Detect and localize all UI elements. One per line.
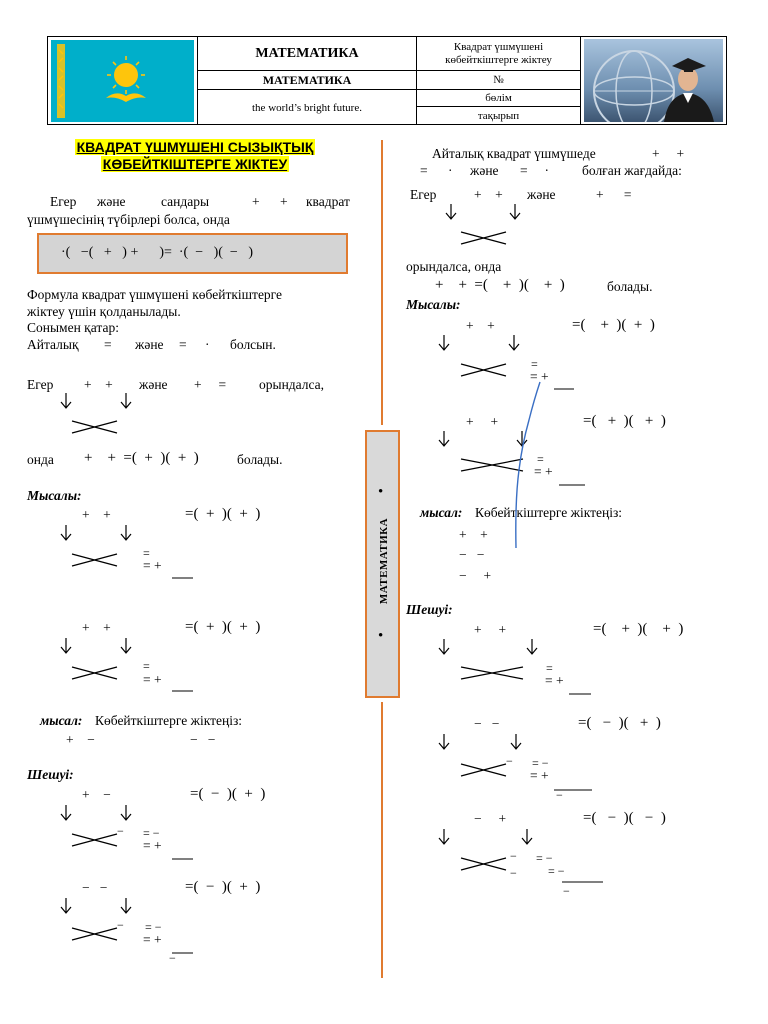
arrow-down-icon bbox=[61, 898, 71, 913]
arrow-down-icon bbox=[509, 335, 519, 350]
r2-eq: = bbox=[420, 163, 428, 178]
r2-jane: және bbox=[470, 163, 499, 178]
rs2-minus: − bbox=[506, 754, 513, 768]
left-task-label: мысал: bbox=[40, 713, 83, 728]
r3-egar: Егер bbox=[410, 187, 437, 202]
s2-eq2: = + bbox=[143, 932, 162, 947]
e1-eq2: = + bbox=[530, 369, 549, 384]
intro-kvadrat: квадрат bbox=[306, 194, 350, 209]
cross-mark-icon bbox=[461, 364, 506, 376]
s1-ops: + − bbox=[82, 787, 111, 802]
left-title-line2: КӨБЕЙТКІШТЕРГЕ ЖІКТЕУ bbox=[102, 156, 288, 172]
ex1-ops: + + bbox=[82, 507, 111, 522]
para-let-a: Айталық bbox=[27, 337, 79, 352]
if-ops: + + bbox=[84, 377, 113, 392]
formula-text: ·( −( + ) + )= ·( − )( − ) bbox=[61, 245, 253, 260]
cross-mark-icon bbox=[72, 667, 117, 679]
pen-stroke-mark bbox=[516, 382, 540, 548]
rs2-eq2: = + bbox=[530, 768, 549, 783]
e2-eq1: = bbox=[537, 452, 544, 466]
intro-egar: Егер bbox=[50, 194, 77, 209]
right-task-label: мысал: bbox=[420, 505, 463, 520]
arrow-down-icon bbox=[510, 204, 520, 219]
left-task-ops1: + − bbox=[66, 732, 95, 747]
r2-ops: = · bbox=[520, 163, 549, 178]
right-task-ops2: − − bbox=[459, 547, 485, 562]
para-formula-2: жіктеу үшін қолданылады. bbox=[27, 304, 181, 319]
intro-plus1: + bbox=[252, 194, 260, 209]
cross-mark-icon bbox=[72, 928, 117, 940]
side-tab-label: МАТЕМАТИКА bbox=[378, 517, 390, 605]
arrow-down-icon bbox=[121, 898, 131, 913]
arrow-down-icon bbox=[121, 638, 131, 653]
s1-eq2: = + bbox=[143, 838, 162, 853]
ex1-eq2: = + bbox=[143, 558, 162, 573]
intro-sandary: сандары bbox=[161, 194, 210, 209]
arrow-down-icon bbox=[439, 335, 449, 350]
then-onda: онда bbox=[27, 452, 54, 467]
right-example-label: Мысалы: bbox=[406, 297, 461, 312]
if-ops2: + = bbox=[194, 377, 227, 392]
s2-ops: − − bbox=[82, 880, 108, 895]
left-title-line1: КВАДРАТ ҮШМҮШЕНІ СЫЗЫҚТЫҚ bbox=[76, 139, 314, 155]
para-let-end: болсын. bbox=[230, 337, 276, 352]
then-ops: + + =( + )( + ) bbox=[84, 450, 199, 466]
intro-plus2: + bbox=[280, 194, 288, 209]
header-motto: the world’s bright future. bbox=[252, 101, 362, 114]
if-oryndalsa: орындалса, bbox=[259, 377, 325, 392]
s1-eq1: = − bbox=[143, 826, 160, 840]
cross-mark-icon bbox=[461, 459, 523, 471]
para-let-eq2: = bbox=[179, 337, 187, 352]
r2-text: болған жағдайда: bbox=[582, 163, 682, 178]
r3-jane: және bbox=[527, 187, 556, 202]
header-theme-label: тақырып bbox=[477, 110, 520, 122]
rs2-ops: − − bbox=[474, 716, 500, 731]
cross-mark-icon bbox=[461, 764, 506, 776]
arrow-down-icon bbox=[121, 805, 131, 820]
arrow-down-icon bbox=[511, 734, 521, 749]
r1-ops: + + bbox=[652, 146, 685, 161]
rs3-minus2: − bbox=[510, 866, 517, 880]
arrow-down-icon bbox=[121, 393, 131, 408]
rs3-ops: − + bbox=[474, 811, 507, 826]
e1-ops: + + bbox=[466, 318, 495, 333]
arrow-down-icon bbox=[439, 639, 449, 654]
right-task-ops3: − + bbox=[459, 568, 492, 583]
right-schematic-marks bbox=[384, 0, 768, 1024]
arrow-down-icon bbox=[439, 829, 449, 844]
ex2-ops: + + bbox=[82, 620, 111, 635]
left-example-label: Мысалы: bbox=[27, 488, 82, 503]
arrow-down-icon bbox=[439, 431, 449, 446]
s2-under: − bbox=[169, 951, 176, 965]
left-task-ops2: − − bbox=[190, 732, 216, 747]
arrow-down-icon bbox=[61, 393, 71, 408]
rs1-rhs: =( + )( + ) bbox=[593, 621, 684, 637]
arrow-down-icon bbox=[522, 829, 532, 844]
rs1-eq1: = bbox=[546, 661, 553, 675]
ex1-rhs: =( + )( + ) bbox=[185, 506, 261, 522]
e1-rhs: =( + )( + ) bbox=[572, 317, 655, 333]
rs3-eq2: = − bbox=[548, 864, 565, 878]
right-solution-label: Шешуі: bbox=[406, 602, 453, 617]
rs2-rhs: =( − )( + ) bbox=[578, 715, 661, 731]
if-jane: және bbox=[139, 377, 168, 392]
arrow-down-icon bbox=[121, 525, 131, 540]
intro-line2: үшмүшесінің түбірлері болса, онда bbox=[27, 212, 230, 227]
intro-jane: және bbox=[97, 194, 126, 209]
arrow-down-icon bbox=[527, 639, 537, 654]
arrow-down-icon bbox=[61, 525, 71, 540]
cross-mark-icon bbox=[461, 667, 523, 679]
para-formula-1: Формула квадрат үшмүшені көбейткіштерге bbox=[27, 287, 283, 302]
s2-rhs: =( − )( + ) bbox=[185, 879, 261, 895]
e2-rhs: =( + )( + ) bbox=[583, 413, 666, 429]
s1-rhs: =( − )( + ) bbox=[190, 786, 266, 802]
side-tab-dot-bottom: • bbox=[378, 628, 384, 644]
rs3-eq1: = − bbox=[536, 851, 553, 865]
para-let-dot: · bbox=[205, 337, 210, 352]
r3-ops2: + = bbox=[596, 187, 632, 202]
header-number-label: № bbox=[493, 74, 504, 86]
r2-dot: · bbox=[448, 163, 453, 178]
arrow-down-icon bbox=[61, 805, 71, 820]
r4-text: орындалса, онда bbox=[406, 259, 502, 274]
s1-minus: − bbox=[117, 824, 124, 838]
rs3-rhs: =( − )( − ) bbox=[583, 810, 666, 826]
para-let-eq1: = bbox=[104, 337, 112, 352]
e1-eq1: = bbox=[531, 357, 538, 371]
left-task-text: Көбейткіштерге жіктеңіз: bbox=[95, 713, 243, 728]
cross-mark-icon bbox=[72, 421, 117, 433]
r3-ops: + + bbox=[474, 187, 503, 202]
if-egar: Егер bbox=[27, 377, 54, 392]
ex2-eq2: = + bbox=[143, 672, 162, 687]
s2-eq1: = − bbox=[145, 920, 162, 934]
ex2-eq1: = bbox=[143, 659, 150, 673]
arrow-down-icon bbox=[61, 638, 71, 653]
cross-mark-icon bbox=[461, 232, 506, 244]
rs1-eq2: = + bbox=[545, 673, 564, 688]
para-let-jane: және bbox=[135, 337, 164, 352]
header-topic: Квадрат үшмүшені көбейткіштерге жіктеу bbox=[445, 40, 552, 66]
cross-mark-icon bbox=[461, 858, 506, 870]
header-subject: МАТЕМАТИКА bbox=[262, 72, 352, 87]
side-tab-dot-top: • bbox=[378, 484, 384, 500]
rs2-under: − bbox=[556, 788, 563, 802]
r5-boldy: болады. bbox=[607, 279, 653, 294]
then-boldy: болады. bbox=[237, 452, 283, 467]
e2-eq2: = + bbox=[534, 464, 553, 479]
rs3-under: − bbox=[563, 884, 570, 898]
r1-text: Айталық квадрат үшмүшеде bbox=[432, 146, 596, 161]
arrow-down-icon bbox=[446, 204, 456, 219]
arrow-down-icon bbox=[439, 734, 449, 749]
cross-mark-icon bbox=[72, 834, 117, 846]
rs1-ops: + + bbox=[474, 622, 507, 637]
cross-mark-icon bbox=[72, 554, 117, 566]
ex2-rhs: =( + )( + ) bbox=[185, 619, 261, 635]
right-task-text: Көбейткіштерге жіктеңіз: bbox=[475, 505, 623, 520]
rs3-minus1: − bbox=[510, 849, 517, 863]
header-section-label: бөлім bbox=[485, 92, 512, 104]
rs2-eq1: = − bbox=[532, 756, 549, 770]
r5-ops: + + =( + )( + ) bbox=[435, 277, 565, 293]
para-also: Сонымен қатар: bbox=[27, 320, 119, 335]
left-solution-label: Шешуі: bbox=[27, 767, 74, 782]
e2-ops: + + bbox=[466, 414, 499, 429]
s2-minus: − bbox=[117, 918, 124, 932]
right-task-ops1: + + bbox=[459, 527, 488, 542]
ex1-eq1: = bbox=[143, 546, 150, 560]
header-title: МАТЕМАТИКА bbox=[255, 45, 359, 61]
